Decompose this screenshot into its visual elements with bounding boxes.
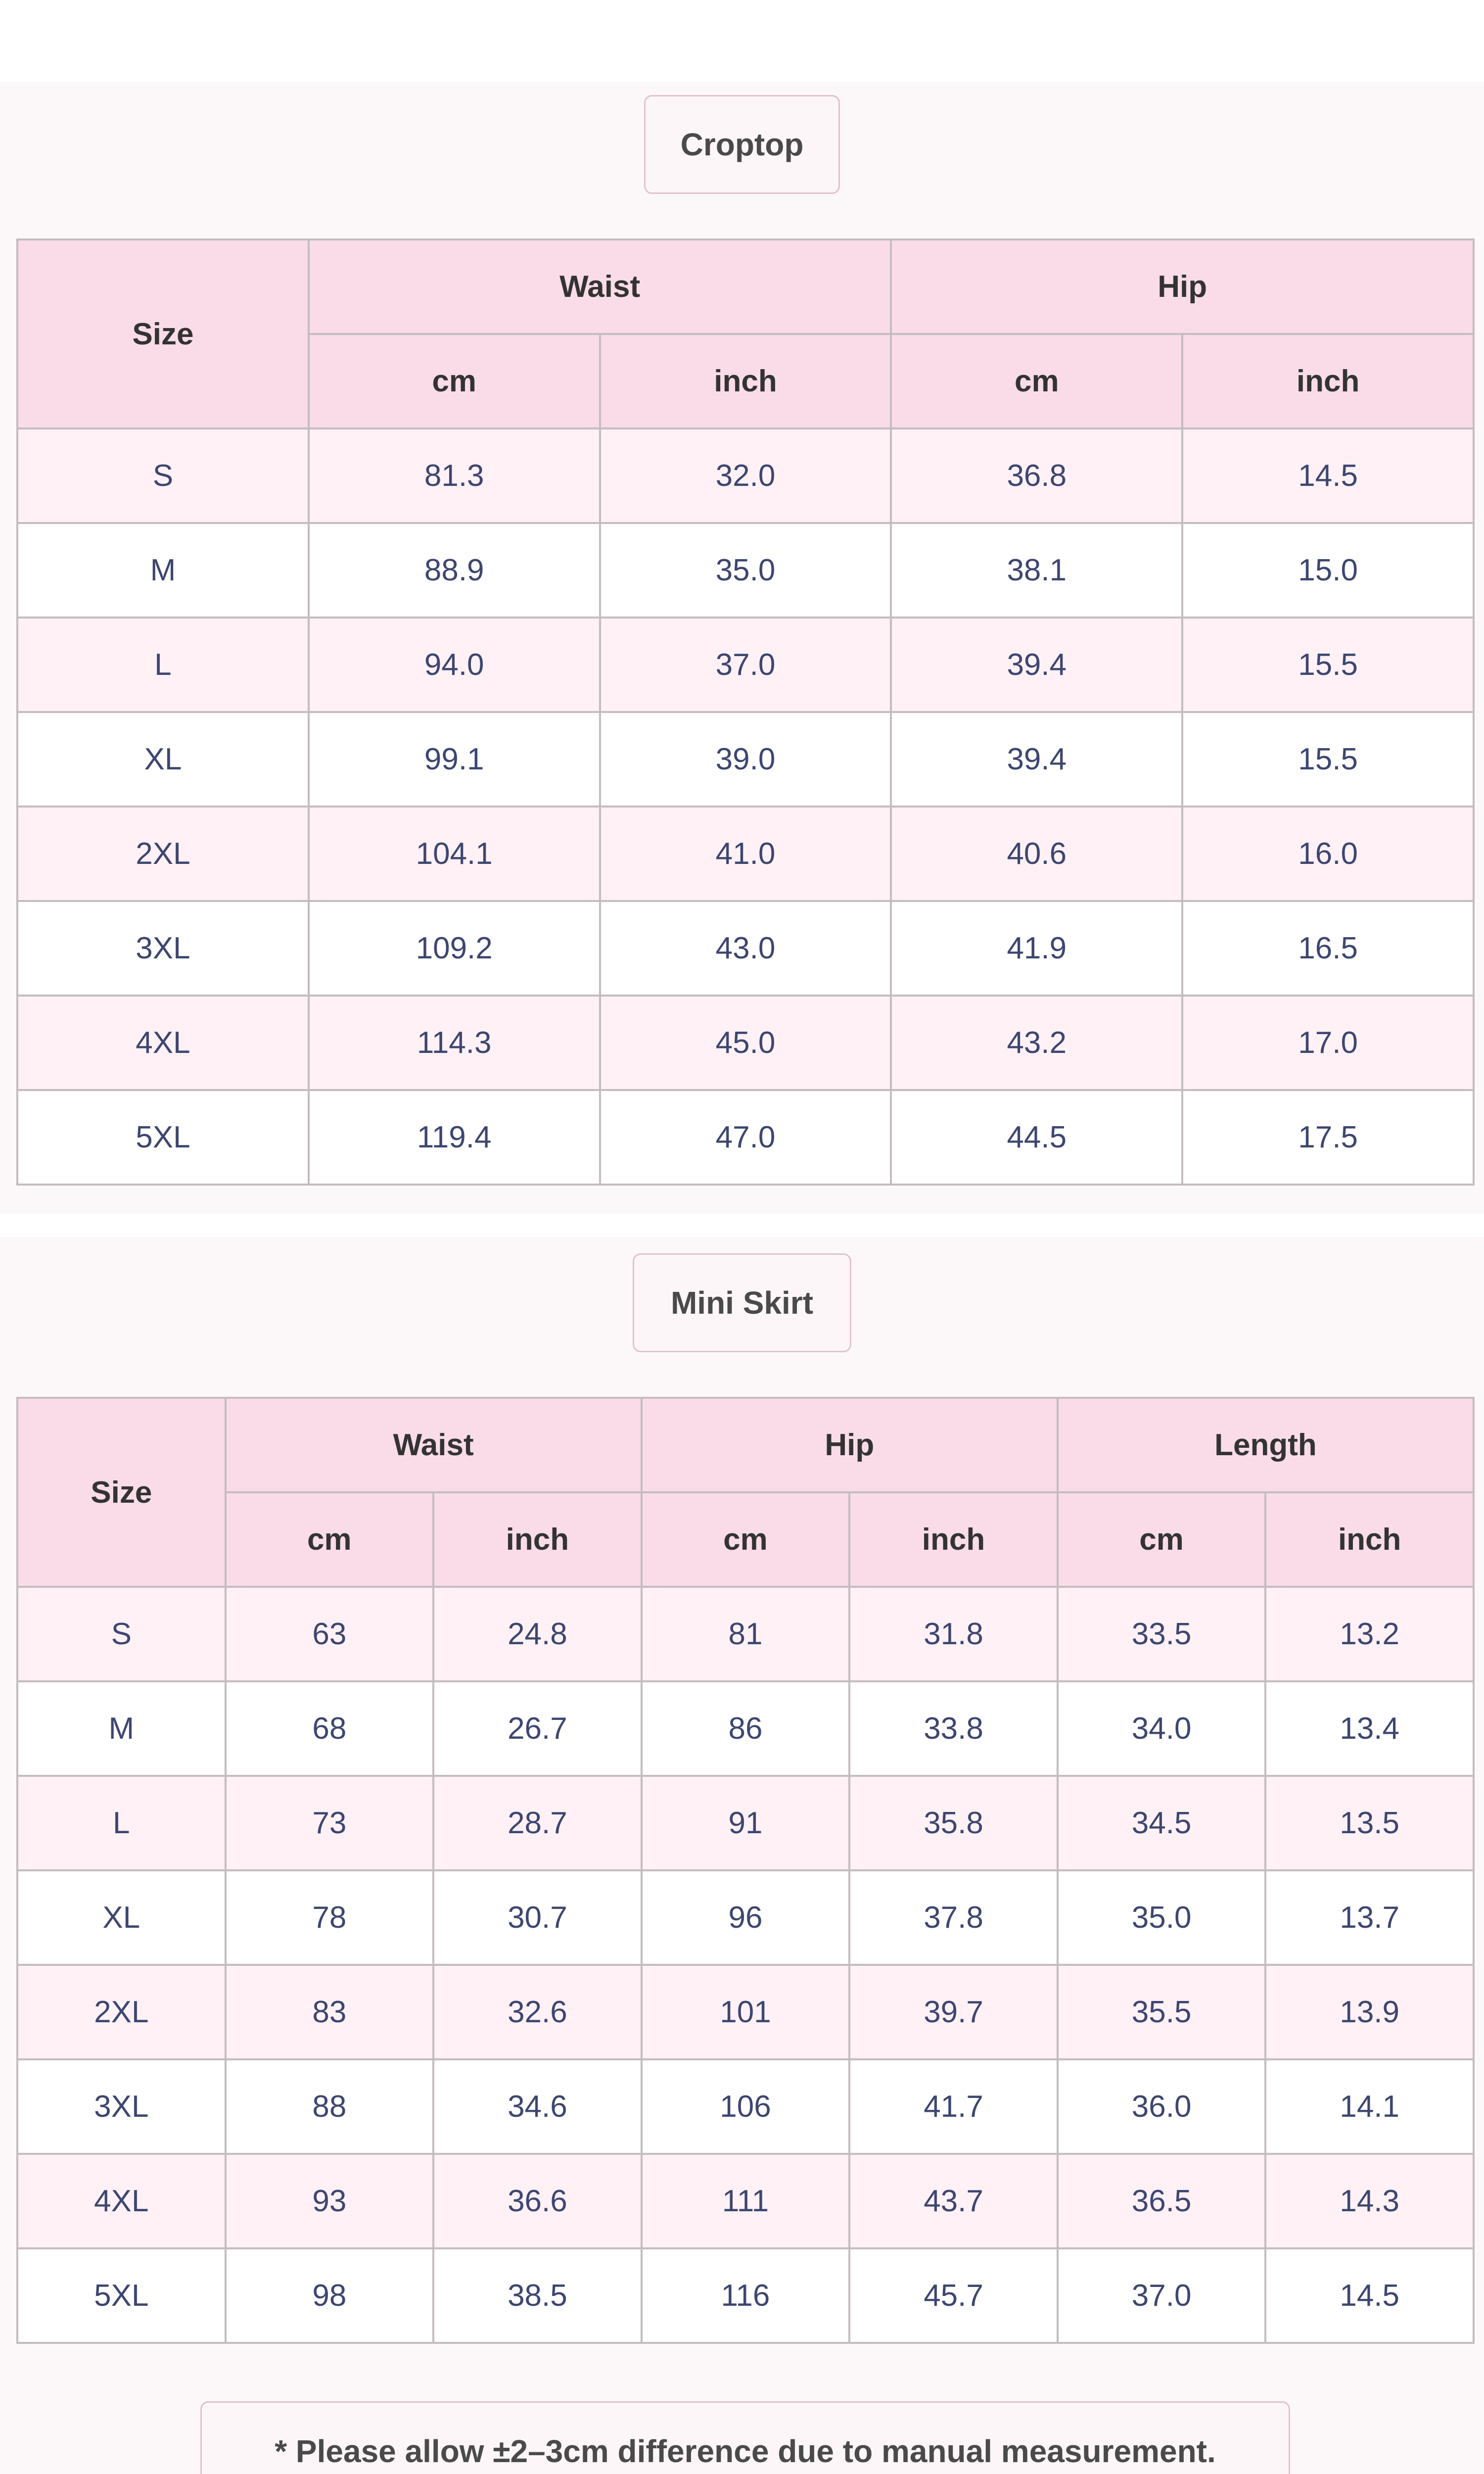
hip-inch-header: inch bbox=[1182, 334, 1474, 428]
table-row bbox=[17, 618, 1474, 712]
value-cell: 116 bbox=[642, 2248, 850, 2343]
table-row bbox=[17, 1587, 1474, 1681]
measurement-note: * Please allow ±2–3cm difference due to manual measurement. bbox=[200, 2401, 1290, 2474]
value-cell: 91 bbox=[642, 1776, 850, 1870]
value-cell: 41.7 bbox=[849, 2059, 1058, 2154]
value-cell: 101 bbox=[642, 1965, 850, 2059]
value-cell: 41.0 bbox=[600, 807, 891, 901]
size-cell: L bbox=[17, 1776, 226, 1870]
value-cell: 15.5 bbox=[1182, 712, 1474, 807]
value-cell: 16.0 bbox=[1182, 807, 1474, 901]
croptop-panel bbox=[0, 82, 1484, 1214]
size-cell: M bbox=[17, 523, 309, 618]
value-cell: 32.6 bbox=[433, 1965, 642, 2059]
size-cell: L bbox=[17, 618, 309, 712]
table-row bbox=[17, 523, 1474, 618]
value-cell: 34.5 bbox=[1058, 1776, 1266, 1870]
table-row bbox=[17, 2154, 1474, 2248]
waist-header: Waist bbox=[226, 1398, 642, 1492]
value-cell: 17.0 bbox=[1182, 996, 1474, 1090]
size-cell: S bbox=[17, 1587, 226, 1681]
value-cell: 96 bbox=[642, 1870, 850, 1965]
size-cell: M bbox=[17, 1681, 226, 1776]
table-row bbox=[17, 901, 1474, 996]
size-cell: 3XL bbox=[17, 901, 309, 996]
value-cell: 36.8 bbox=[891, 428, 1182, 523]
hip-cm-header: cm bbox=[642, 1492, 850, 1587]
size-cell: 2XL bbox=[17, 1965, 226, 2059]
table-row bbox=[17, 1776, 1474, 1870]
hip-header: Hip bbox=[891, 239, 1474, 334]
value-cell: 37.0 bbox=[1058, 2248, 1266, 2343]
table-row bbox=[17, 1965, 1474, 2059]
value-cell: 83 bbox=[226, 1965, 434, 2059]
value-cell: 38.1 bbox=[891, 523, 1182, 618]
value-cell: 30.7 bbox=[433, 1870, 642, 1965]
value-cell: 35.5 bbox=[1058, 1965, 1266, 2059]
value-cell: 73 bbox=[226, 1776, 434, 1870]
value-cell: 81.3 bbox=[309, 428, 600, 523]
value-cell: 45.7 bbox=[849, 2248, 1058, 2343]
size-cell: 2XL bbox=[17, 807, 309, 901]
hip-header: Hip bbox=[642, 1398, 1058, 1492]
value-cell: 14.5 bbox=[1265, 2248, 1474, 2343]
waist-inch-header: inch bbox=[433, 1492, 642, 1587]
value-cell: 13.7 bbox=[1265, 1870, 1474, 1965]
value-cell: 13.4 bbox=[1265, 1681, 1474, 1776]
size-cell: XL bbox=[17, 712, 309, 807]
length-header: Length bbox=[1058, 1398, 1474, 1492]
hip-inch-header: inch bbox=[849, 1492, 1058, 1587]
value-cell: 39.7 bbox=[849, 1965, 1058, 2059]
value-cell: 68 bbox=[226, 1681, 434, 1776]
value-cell: 36.5 bbox=[1058, 2154, 1266, 2248]
value-cell: 37.8 bbox=[849, 1870, 1058, 1965]
croptop-table-body bbox=[17, 428, 1474, 1185]
waist-cm-header: cm bbox=[226, 1492, 434, 1587]
value-cell: 40.6 bbox=[891, 807, 1182, 901]
value-cell: 13.2 bbox=[1265, 1587, 1474, 1681]
size-cell: S bbox=[17, 428, 309, 523]
value-cell: 44.5 bbox=[891, 1090, 1182, 1185]
croptop-size-table bbox=[16, 238, 1475, 1186]
value-cell: 31.8 bbox=[849, 1587, 1058, 1681]
table-row bbox=[17, 807, 1474, 901]
size-cell: XL bbox=[17, 1870, 226, 1965]
length-inch-header: inch bbox=[1265, 1492, 1474, 1587]
value-cell: 13.9 bbox=[1265, 1965, 1474, 2059]
value-cell: 34.6 bbox=[433, 2059, 642, 2154]
value-cell: 88 bbox=[226, 2059, 434, 2154]
value-cell: 99.1 bbox=[309, 712, 600, 807]
value-cell: 17.5 bbox=[1182, 1090, 1474, 1185]
value-cell: 111 bbox=[642, 2154, 850, 2248]
size-cell: 5XL bbox=[17, 1090, 309, 1185]
value-cell: 33.5 bbox=[1058, 1587, 1266, 1681]
size-cell: 3XL bbox=[17, 2059, 226, 2154]
value-cell: 78 bbox=[226, 1870, 434, 1965]
value-cell: 104.1 bbox=[309, 807, 600, 901]
value-cell: 109.2 bbox=[309, 901, 600, 996]
value-cell: 35.0 bbox=[600, 523, 891, 618]
table-row bbox=[17, 712, 1474, 807]
value-cell: 14.5 bbox=[1182, 428, 1474, 523]
value-cell: 86 bbox=[642, 1681, 850, 1776]
value-cell: 14.3 bbox=[1265, 2154, 1474, 2248]
table-row bbox=[17, 996, 1474, 1090]
value-cell: 38.5 bbox=[433, 2248, 642, 2343]
value-cell: 36.0 bbox=[1058, 2059, 1266, 2154]
hip-cm-header: cm bbox=[891, 334, 1182, 428]
value-cell: 63 bbox=[226, 1587, 434, 1681]
value-cell: 16.5 bbox=[1182, 901, 1474, 996]
waist-cm-header: cm bbox=[309, 334, 600, 428]
value-cell: 47.0 bbox=[600, 1090, 891, 1185]
skirt-table-body bbox=[17, 1587, 1474, 2343]
value-cell: 13.5 bbox=[1265, 1776, 1474, 1870]
value-cell: 35.8 bbox=[849, 1776, 1058, 1870]
value-cell: 32.0 bbox=[600, 428, 891, 523]
value-cell: 39.4 bbox=[891, 712, 1182, 807]
value-cell: 15.0 bbox=[1182, 523, 1474, 618]
value-cell: 37.0 bbox=[600, 618, 891, 712]
value-cell: 26.7 bbox=[433, 1681, 642, 1776]
value-cell: 33.8 bbox=[849, 1681, 1058, 1776]
value-cell: 34.0 bbox=[1058, 1681, 1266, 1776]
table-row bbox=[17, 2248, 1474, 2343]
value-cell: 39.4 bbox=[891, 618, 1182, 712]
value-cell: 35.0 bbox=[1058, 1870, 1266, 1965]
table-row bbox=[17, 1090, 1474, 1185]
size-cell: 4XL bbox=[17, 2154, 226, 2248]
value-cell: 119.4 bbox=[309, 1090, 600, 1185]
value-cell: 36.6 bbox=[433, 2154, 642, 2248]
value-cell: 14.1 bbox=[1265, 2059, 1474, 2154]
table-row bbox=[17, 1681, 1474, 1776]
value-cell: 28.7 bbox=[433, 1776, 642, 1870]
value-cell: 24.8 bbox=[433, 1587, 642, 1681]
value-cell: 43.0 bbox=[600, 901, 891, 996]
value-cell: 45.0 bbox=[600, 996, 891, 1090]
value-cell: 15.5 bbox=[1182, 618, 1474, 712]
length-cm-header: cm bbox=[1058, 1492, 1266, 1587]
value-cell: 106 bbox=[642, 2059, 850, 2154]
size-cell: 5XL bbox=[17, 2248, 226, 2343]
value-cell: 94.0 bbox=[309, 618, 600, 712]
table-row bbox=[17, 1870, 1474, 1965]
value-cell: 81 bbox=[642, 1587, 850, 1681]
value-cell: 88.9 bbox=[309, 523, 600, 618]
croptop-title: Croptop bbox=[644, 95, 840, 194]
value-cell: 98 bbox=[226, 2248, 434, 2343]
waist-inch-header: inch bbox=[600, 334, 891, 428]
value-cell: 114.3 bbox=[309, 996, 600, 1090]
table-row bbox=[17, 428, 1474, 523]
value-cell: 43.2 bbox=[891, 996, 1182, 1090]
size-cell: 4XL bbox=[17, 996, 309, 1090]
table-row bbox=[17, 2059, 1474, 2154]
skirt-title: Mini Skirt bbox=[633, 1253, 851, 1352]
skirt-panel bbox=[0, 1237, 1484, 2474]
skirt-size-table bbox=[16, 1397, 1475, 2344]
value-cell: 39.0 bbox=[600, 712, 891, 807]
size-header: Size bbox=[17, 239, 309, 428]
value-cell: 43.7 bbox=[849, 2154, 1058, 2248]
waist-header: Waist bbox=[309, 239, 891, 334]
value-cell: 41.9 bbox=[891, 901, 1182, 996]
size-header: Size bbox=[17, 1398, 226, 1587]
value-cell: 93 bbox=[226, 2154, 434, 2248]
